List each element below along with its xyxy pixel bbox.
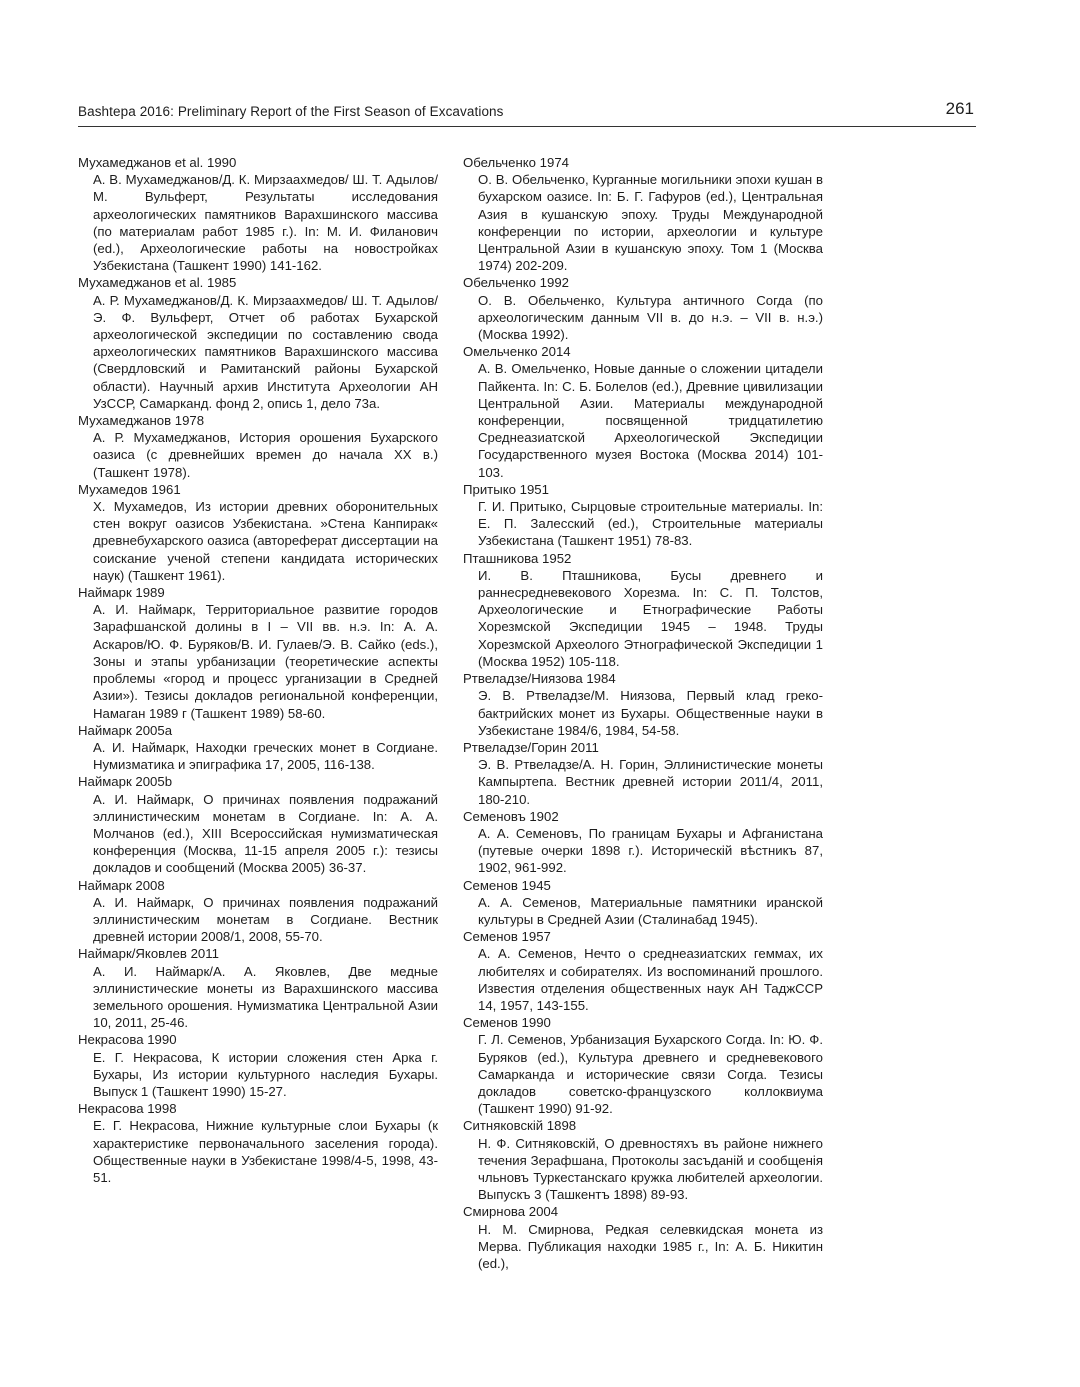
running-header	[78, 99, 976, 127]
citation-reference: Е. Г. Некрасова, Нижние культурные слои Бухары (к характеристике первоначального заселения города). Общественные науки в Узбекистане 1998/4-5, 1998, 43-51.	[93, 1118, 438, 1185]
citation-key: Мухамеджанов et al. 1990	[78, 155, 237, 170]
citation-reference: О. В. Обельченко, Культура античного Согда (по археологическим данным VII в. до н.э. – VII в. н.э.) (Москва 1992).	[478, 292, 823, 343]
citation-reference: А. В. Омельченко, Новые данные о сложении цитадели Пайкента. In: С. Б. Болелов (ed.), Древние цивилизации Центральной Азии. Материалы международной конференции, посвященной тридцатилетию Среднеазиатской Археологической Экспедиции Государственного музея Востока (Москва 2014) 101-103.	[478, 361, 823, 480]
citation-reference: Э. В. Ртвеладзе/М. Ниязова, Первый клад греко-бактрийских монет из Бухары. Общественные науки в Узбекистане 1984/6, 1984, 54-58.	[478, 688, 823, 738]
citation-key: Омельченко 2014	[463, 344, 571, 360]
citation-reference: А. Р. Мухамеджанов, История орошения Бухарского оазиса (с древнейших времен до начала XX в.) (Ташкент 1978).	[93, 430, 438, 480]
bibliography-column-left	[78, 154, 438, 1186]
bibliography-entry	[463, 1117, 823, 1203]
citation-reference: А. И. Наймарк/А. А. Яковлев, Две медные эллинистические монеты из Варахшинского массива земельного орошения. Нумизматика Центральной Азии 10, 2011, 25-46.	[93, 963, 438, 1031]
citation-reference: А. А. Семенов, Нечто о среднеазиатских геммах, их любителях и собирателях. Из воспоминаний прошлого. Известия отделения общественных наук АН ТаджССР 14, 1957, 143-155.	[478, 946, 823, 1013]
bibliography-entry	[78, 412, 438, 481]
citation-reference: Н. Ф. Ситняковскій, О древностяхъ въ районе нижнего течения Зерафшана, Протоколы засъданій и сообщенія чльновъ Туркестанскаго кружка любителей археологии. Выпускъ 3 (Ташкентъ 1898) 89-93.	[478, 1135, 823, 1203]
citation-key: Семенов 1957	[463, 929, 551, 945]
citation-reference: Е. Г. Некрасова, К истории сложения стен Арка г. Бухары, Из истории культурного наследия Бухары. Выпуск 1 (Ташкент 1990) 15-27.	[93, 1049, 438, 1099]
bibliography-entry	[463, 1203, 823, 1272]
citation-key: Некрасова 1990	[78, 1032, 177, 1048]
citation-key: Мухамедов 1961	[78, 481, 181, 497]
bibliography-column-right	[463, 154, 823, 1272]
citation-reference: Н. М. Смирнова, Редкая селевкидская монета из Мерва. Публикация находки 1985 г., In: А. Б. Никитин (ed.),	[478, 1221, 823, 1271]
running-title: Bashtepa 2016: Preliminary Report of the First Season of Excavations	[78, 104, 504, 119]
citation-reference: И. В. Пташникова, Бусы древнего и раннесредневекового Хорезма. In: С. П. Толстов, Археологические и Етнографические Работы Хорезмской Экспедиции 1945 – 1948. Труды Хорезмской Археолого Этнографической Экспедиции 1 (Москва 1952) 105-118.	[478, 567, 823, 669]
bibliography-entry	[463, 550, 823, 670]
bibliography-entry	[463, 274, 823, 343]
citation-key: Мухамеджанов et al. 1985	[78, 275, 237, 291]
citation-key: Некрасова 1998	[78, 1101, 177, 1117]
citation-key: Наймарк 2008	[78, 877, 165, 893]
citation-reference: А. И. Наймарк, О причинах появления подражаний эллинистическим монетам в Согдиане. Вестник древней истории 2008/1, 2008, 55-70.	[93, 894, 438, 945]
bibliography-entry	[78, 1100, 438, 1186]
citation-reference: А. В. Мухамеджанов/Д. К. Мирзаахмедов/ Ш. Т. Адылов/М. Вульферт, Результаты исследования археологических памятников Варахшинского массива (по материалам работ 1985 г.). In: М. И. Филанович (ed.), Археологические работы на новостройках Узбекистана (Ташкент 1990) 141-162.	[93, 172, 438, 274]
citation-reference: Г. И. Притыко, Сырцовые строительные материалы. In: Е. П. Залесский (ed.), Строительные материалы Узбекистана (Ташкент 1951) 78-83.	[478, 499, 823, 549]
citation-key: Наймарк 2005a	[78, 722, 173, 738]
citation-key: Обельченко 1992	[463, 275, 569, 291]
bibliography-entry	[463, 1014, 823, 1117]
citation-key: Ртвеладзе/Ниязова 1984	[463, 671, 616, 687]
citation-reference: А. А. Семенов, Материальные памятники иранской культуры в Средней Азии (Сталинабад 1945).	[478, 894, 823, 927]
bibliography-entry	[78, 877, 438, 946]
bibliography-entry	[78, 481, 438, 584]
citation-key: Ртвеладзе/Горин 2011	[463, 739, 599, 755]
bibliography-entry	[78, 584, 438, 722]
bibliography-entry	[463, 670, 823, 739]
citation-reference: А. И. Наймарк, Находки греческих монет в Согдиане. Нумизматика и эпиграфика 17, 2005, 116-138.	[93, 739, 438, 773]
citation-reference: Г. Л. Семенов, Урбанизация Бухарского Согда. In: Ю. Ф. Буряков (ed.), Культура древнего и средневекового Самарканда и исторические связи Согда. Тезисы докладов советско-французского коллоквиума (Ташкент 1990) 91-92.	[478, 1032, 823, 1117]
citation-key: Смирнова 2004	[463, 1204, 559, 1220]
citation-key: Семеновъ 1902	[463, 808, 559, 824]
citation-key: Наймарк 1989	[78, 585, 165, 601]
bibliography-entry	[78, 945, 438, 1031]
citation-key: Наймарк 2005b	[78, 774, 173, 790]
citation-key: Мухамеджанов 1978	[78, 413, 205, 429]
bibliography-entry	[78, 773, 438, 876]
citation-reference: Х. Мухамедов, Из истории древних оборонительных стен вокруг оазисов Узбекистана. »Стена Канпирак« древнебухарского оазиса (автореферат диссертации на соискание ученой степени кандидата исторических наук) (Ташкент 1961).	[93, 499, 438, 583]
bibliography-entry	[463, 739, 823, 808]
bibliography-entry	[463, 154, 823, 274]
citation-reference: О. В. Обельченко, Курганные могильники эпохи кушан в бухарском оазисе. In: Б. Г. Гафуров (ed.), Центральная Азия в кушанскую эпоху. Труды Международной конференции по истории, археологии и культуре Центральной Азии в кушанскую эпоху. Том 1 (Москва 1974) 202-209.	[478, 172, 823, 274]
citation-key: Обельченко 1974	[463, 155, 569, 170]
page-number: 261	[945, 99, 974, 118]
citation-reference: А. Р. Мухамеджанов/Д. К. Мирзаахмедов/ Ш. Т. Адылов/Э. Ф. Вульферт, Отчет об работах Бухарской археологической экспедиции по составлению свода археологических памятников Варахшинского массива (Свердловский и Рамитанский районы Бухарской области). Научный архив Института Археологии АН УзССР, Самарканд. фонд 2, опись 1, дело 73а.	[93, 292, 438, 411]
citation-key: Ситняковскій 1898	[463, 1118, 577, 1134]
citation-reference: А. И. Наймарк, О причинах появления подражаний эллинистическим монетам в Согдиане. In: А. А. Молчанов (ed.), XIII Всероссийская нумизматическая конференция (Москва, 11-15 апреля 2005 г.): тезисы докладов и сообщений (Москва 2005) 36-37.	[93, 791, 438, 876]
citation-reference: А. А. Семеновъ, По границам Бухары и Афганистана (путевые очерки 1898 г.). Историческій вѣстникъ 87, 1902, 961-992.	[478, 825, 823, 876]
bibliography-entry	[463, 481, 823, 550]
bibliography-entry	[463, 808, 823, 877]
citation-key: Наймарк/Яковлев 2011	[78, 946, 219, 962]
citation-key: Пташникова 1952	[463, 550, 572, 566]
bibliography-entry	[463, 928, 823, 1014]
citation-key: Семенов 1945	[463, 877, 551, 893]
bibliography-entry	[78, 154, 438, 274]
citation-key: Притыко 1951	[463, 481, 549, 497]
bibliography-entry	[78, 274, 438, 412]
bibliography-entry	[78, 722, 438, 774]
bibliography-entry	[463, 343, 823, 481]
bibliography-entry	[463, 877, 823, 929]
citation-reference: Э. В. Ртвеладзе/А. Н. Горин, Эллинистические монеты Кампыртепа. Вестник древней истории 2011/4, 2011, 180-210.	[478, 757, 823, 807]
bibliography-entry	[78, 1031, 438, 1100]
citation-reference: А. И. Наймарк, Территориальное развитие городов Зарафшанской долины в I – VII вв. н.э. In: А. А. Аскаров/Ю. Ф. Буряков/В. И. Гулаев/Э. В. Сайко (eds.), Зоны и этапы урбанизации (теоретические аспекты проблемы «город и процесс урганизации в Средней Азии»). Тезисы докладов региональной конференции, Намаган 1989 г (Ташкент 1989) 58-60.	[93, 602, 438, 721]
citation-key: Семенов 1990	[463, 1015, 551, 1031]
